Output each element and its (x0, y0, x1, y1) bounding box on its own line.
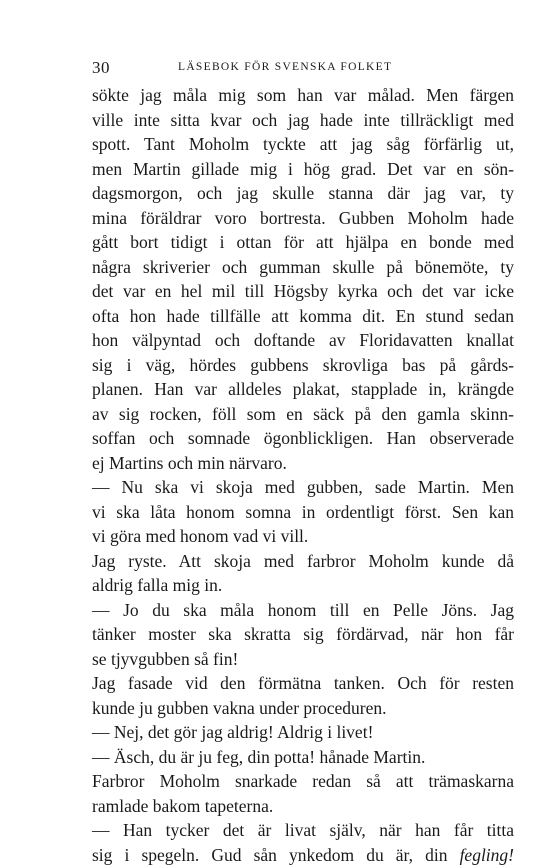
page-header (92, 58, 514, 78)
text-line-content: soffan och somnade ögonblickligen. Han observerade (92, 428, 514, 448)
text-line-content: ej Martins och min närvaro. (92, 453, 287, 473)
text-line (92, 206, 514, 231)
page-number: 30 (92, 58, 110, 78)
text-line-content: ofta hon hade tillfälle att komma dit. En stund sedan (92, 306, 514, 326)
text-line-content: sig i väg, hördes gubbens skrovliga bas på gårds- (92, 355, 514, 375)
text-line-content: aldrig falla mig in. (92, 575, 222, 595)
text-line-content: tänker moster ska skratta sig fördärvad, när hon får (92, 624, 514, 644)
text-line (92, 402, 514, 427)
text-line (92, 279, 514, 304)
text-line-content: — Jo du ska måla honom till en Pelle Jöns. Jag (92, 600, 514, 620)
text-line (92, 598, 514, 623)
text-line (92, 108, 514, 133)
text-line (92, 500, 514, 525)
text-line-content: ville inte sitta kvar och jag hade inte tillräckligt med (92, 110, 514, 130)
text-line (92, 647, 514, 672)
text-line-content: — Nu ska vi skoja med gubben, sade Martin. Men (92, 477, 514, 497)
text-line-content: Farbror Moholm snarkade redan så att trämaskarna (92, 771, 514, 791)
text-line (92, 794, 514, 819)
text-line (92, 573, 514, 598)
text-line-content: spott. Tant Moholm tyckte att jag såg förfärlig ut, (92, 134, 514, 154)
text-line (92, 524, 514, 549)
text-line-content: några skriverier och gumman skulle på bönemöte, ty (92, 257, 514, 277)
text-line-content: Jag ryste. Att skoja med farbror Moholm kunde då (92, 551, 514, 571)
text-line-content: gått bort tidigt i ottan för att hjälpa en bonde med (92, 232, 514, 252)
text-line (92, 671, 514, 696)
text-line (92, 843, 514, 867)
text-line (92, 549, 514, 574)
text-line (92, 353, 514, 378)
text-line (92, 132, 514, 157)
text-line (92, 377, 514, 402)
text-line-content: kunde ju gubben vakna under proceduren. (92, 698, 386, 718)
text-line-content: ramlade bakom tapeterna. (92, 796, 273, 816)
text-line-content: vi ska låta honom somna in ordentligt först. Sen kan (92, 502, 514, 522)
text-line (92, 720, 514, 745)
body-text (92, 83, 514, 867)
text-line-content: av sig rocken, föll som en säck på den gamla skinn- (92, 404, 514, 424)
text-line-content: mina föräldrar voro bortresta. Gubben Moholm hade (92, 208, 514, 228)
text-line-content: men Martin gillade mig i hög grad. Det var en sön- (92, 159, 514, 179)
text-line-content: — Nej, det gör jag aldrig! Aldrig i livet! (92, 722, 373, 742)
text-line-content: det var en hel mil till Högsby kyrka och det var icke (92, 281, 514, 301)
text-line (92, 83, 514, 108)
text-line-content: — Äsch, du är ju feg, din potta! hånade Martin. (92, 747, 425, 767)
text-line-content: vi göra med honom vad vi vill. (92, 526, 308, 546)
text-line-content: se tjyvgubben så fin! (92, 649, 238, 669)
text-line (92, 304, 514, 329)
text-line-content: Jag fasade vid den förmätna tanken. Och för resten (92, 673, 514, 693)
text-line (92, 426, 514, 451)
text-line-content: dagsmorgon, och jag skulle stanna där jag var, ty (92, 183, 514, 203)
text-line (92, 622, 514, 647)
text-line-content: sig i spegeln. Gud sån ynkedom du är, din (92, 845, 460, 865)
text-line (92, 328, 514, 353)
text-line-content: hon välpyntad och doftande av Floridavatten knallat (92, 330, 514, 350)
text-line (92, 769, 514, 794)
text-line (92, 255, 514, 280)
text-line (92, 745, 514, 770)
text-line (92, 157, 514, 182)
text-line (92, 696, 514, 721)
text-line-content: sökte jag måla mig som han var målad. Men färgen (92, 85, 514, 105)
text-line-content: — Han tycker det är livat själv, när han får titta (92, 820, 514, 840)
text-line (92, 818, 514, 843)
text-line (92, 475, 514, 500)
text-line-content: planen. Han var alldeles plakat, stapplade in, krängde (92, 379, 514, 399)
text-line (92, 230, 514, 255)
text-line (92, 181, 514, 206)
running-head: LÄSEBOK FÖR SVENSKA FOLKET (178, 61, 392, 73)
text-line (92, 451, 514, 476)
emphasized-word: fegling! (460, 845, 514, 865)
